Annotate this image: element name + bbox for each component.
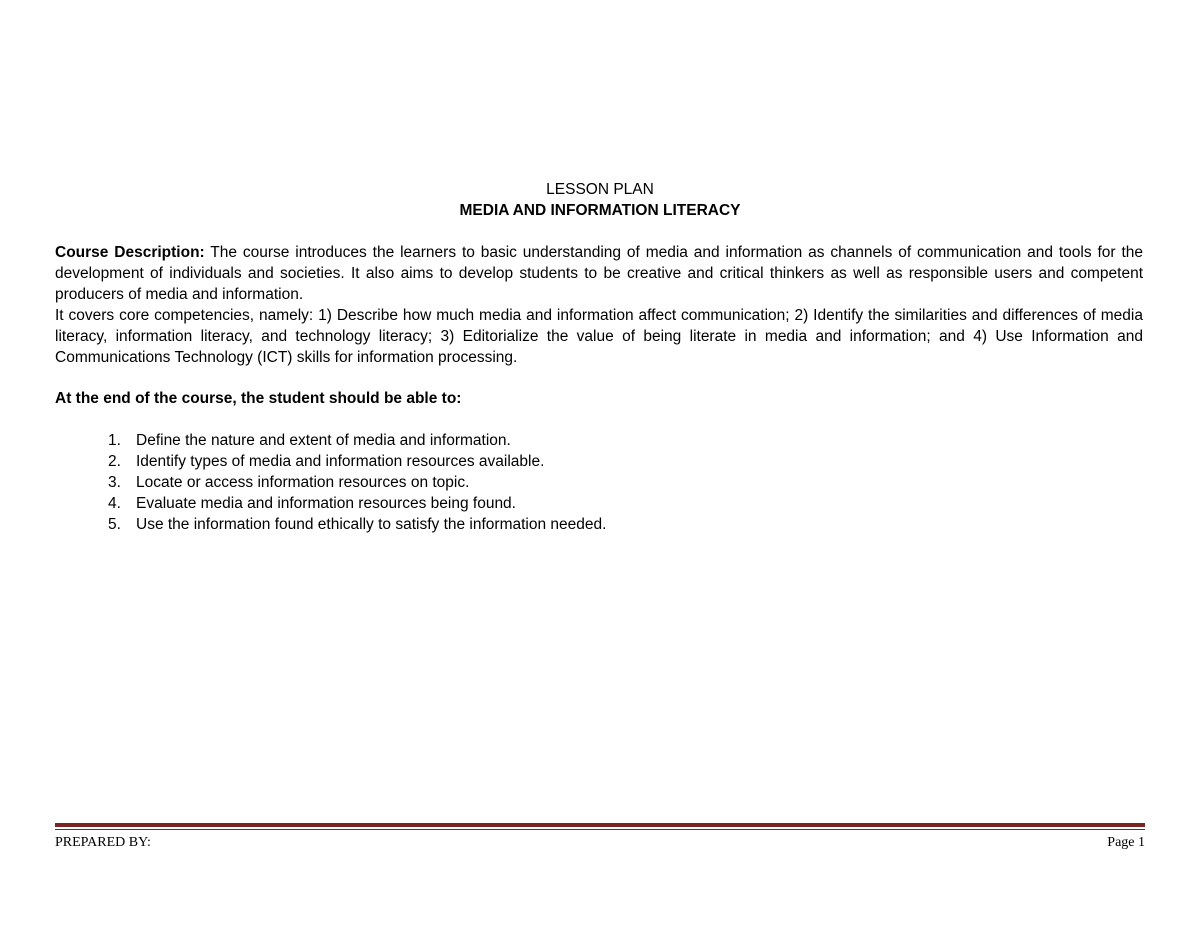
list-item-number: 2. [108,453,121,470]
list-item-number: 5. [108,516,121,533]
list-item-text: Define the nature and extent of media and information. [136,432,511,449]
document-title: LESSON PLAN [546,181,654,198]
course-description-paragraph [55,242,1143,305]
course-description-text: The course introduces the learners to basic understanding of media and information as channels of communication and tools for the development of individuals and societies. It also aims to develop students to be creative and critical thinkers as well as responsible users and competent producers of media and information. [55,244,1143,303]
document-subtitle: MEDIA AND INFORMATION LITERACY [459,202,741,219]
objectives-list [108,430,606,535]
list-item-text: Identify types of media and information resources available. [136,453,545,470]
list-item [108,472,606,493]
footer-divider-thick [55,823,1145,827]
course-description [55,242,1143,368]
list-item-number: 1. [108,432,121,449]
list-item [108,430,606,451]
list-item-text: Evaluate media and information resources being found. [136,495,516,512]
course-description-label: Course Description: [55,244,205,261]
list-item-number: 3. [108,474,121,491]
page-number: Page 1 [1107,835,1145,850]
objectives-heading: At the end of the course, the student should be able to: [55,390,462,407]
list-item-text: Use the information found ethically to satisfy the information needed. [136,516,607,533]
prepared-by-label: PREPARED BY: [55,835,151,850]
list-item [108,451,606,472]
core-competencies-paragraph: It covers core competencies, namely: 1) Describe how much media and information affect communication; 2) Identify the similarities and differences of media literacy, information literacy, and technology literacy; 3) Editorialize the value of being literate in media and information; and 4) Use Information and Communications Technology (ICT) skills for information processing. [55,307,1143,366]
list-item-text: Locate or access information resources on topic. [136,474,470,491]
list-item [108,514,606,535]
document-header [55,179,1145,221]
list-item [108,493,606,514]
footer-divider-thin [55,829,1145,830]
list-item-number: 4. [108,495,121,512]
